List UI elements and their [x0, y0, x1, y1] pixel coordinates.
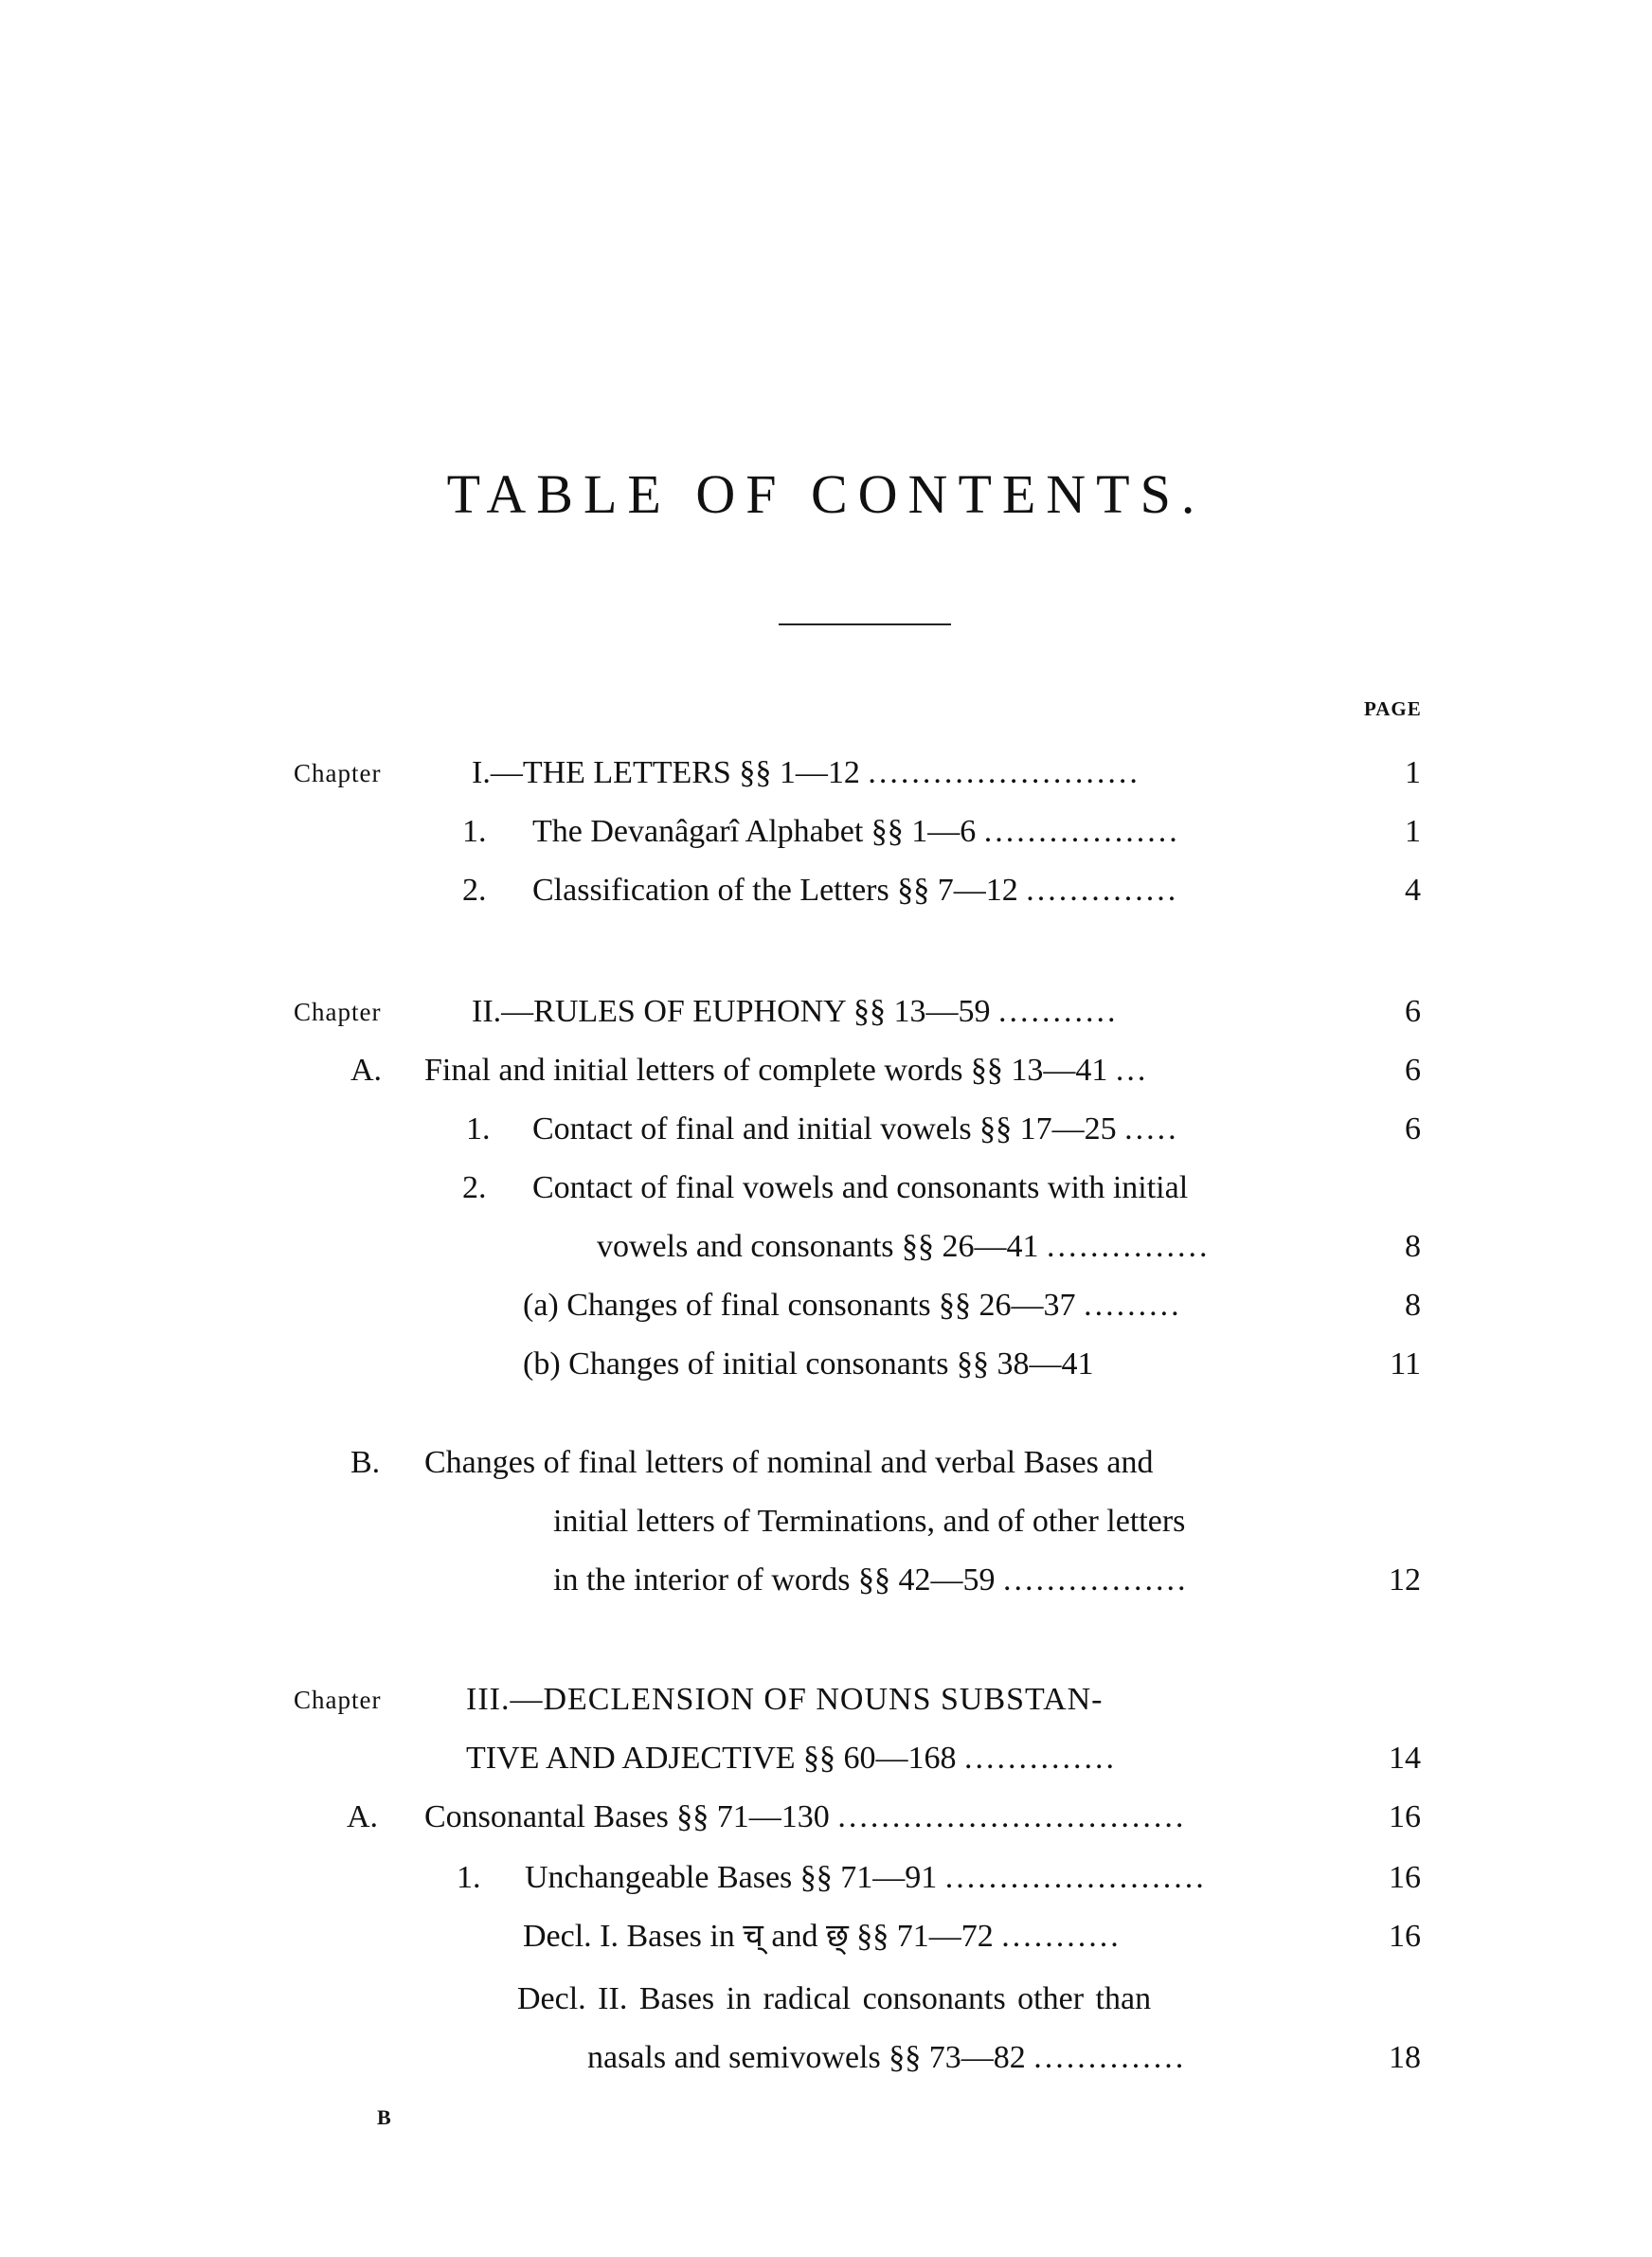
entry-text-continued: initial letters of Terminations, and of other letters [553, 1504, 1186, 1539]
entry-text: III.—DECLENSION OF NOUNS SUBSTAN- [466, 1682, 1104, 1717]
entry-label: (b) [523, 1346, 561, 1381]
entry-text: The Devanâgarî Alphabet §§ 1—6 [532, 814, 977, 849]
dot-leader: ................................ [837, 1799, 1187, 1834]
toc-entry-2-b[interactable] [350, 1440, 1336, 1486]
page-number: 6 [1405, 1053, 1421, 1088]
entry-label: A. [347, 1799, 379, 1834]
page-number: 12 [1389, 1562, 1421, 1598]
entry-text: Contact of final vowels and consonants with initial [532, 1170, 1189, 1205]
page-number: 6 [1405, 994, 1421, 1029]
dot-leader: ................. [1003, 1562, 1189, 1598]
toc-entry-1-1[interactable] [462, 809, 1334, 855]
toc-entry-chapter-1[interactable] [472, 750, 1334, 796]
dot-leader: ........... [997, 994, 1119, 1029]
entry-text-continued: in the interior of words §§ 42—59 [553, 1562, 996, 1598]
toc-entry-2-a[interactable] [350, 1048, 1336, 1093]
toc-entry-2-a-2[interactable] [462, 1165, 1334, 1211]
toc-entry-3-a[interactable] [347, 1795, 1336, 1840]
toc-entry-chapter-3[interactable] [466, 1677, 1338, 1723]
page-number: 18 [1389, 2040, 1421, 2075]
toc-entry-decl-2[interactable] [517, 1977, 1336, 2022]
dot-leader: .............. [964, 1741, 1118, 1776]
toc-entry-2-a-1[interactable] [466, 1107, 1338, 1152]
page-number: 1 [1405, 814, 1421, 849]
entry-text: Decl. I. Bases in च् and छ् §§ 71—72 [523, 1919, 994, 1954]
toc-entry-chapter-2[interactable] [472, 989, 1334, 1035]
entry-text: I.—THE LETTERS §§ 1—12 [472, 755, 860, 790]
page-number: 1 [1405, 755, 1421, 790]
entry-text: Changes of final consonants §§ 26—37 [566, 1288, 1076, 1323]
dot-leader: ............... [1047, 1229, 1211, 1264]
chapter-label: Chapter [294, 998, 382, 1026]
toc-entry-decl-1[interactable] [523, 1914, 1336, 1959]
entry-label: 1. [457, 1860, 481, 1895]
chapter-label: Chapter [294, 1686, 382, 1714]
toc-entry-2-b-continued-2[interactable] [553, 1558, 1336, 1603]
page-number: 4 [1405, 873, 1421, 908]
toc-entry-2-a-2-continued[interactable] [597, 1224, 1336, 1270]
entry-text-continued: nasals and semivowels §§ 73—82 [587, 2040, 1026, 2075]
entry-label: 1. [466, 1111, 491, 1147]
entry-text: Final and initial letters of complete words §§ 13—41 [424, 1053, 1108, 1088]
dot-leader: .............. [1033, 2040, 1187, 2075]
signature-mark: B [377, 2105, 391, 2129]
toc-entry-decl-2-continued[interactable] [587, 2035, 1336, 2081]
page-number: 8 [1405, 1229, 1421, 1264]
dot-leader: .............. [1026, 873, 1179, 908]
dot-leader: ........... [1001, 1919, 1122, 1954]
page-title: TABLE OF CONTENTS. [446, 463, 1206, 525]
dot-leader: ......... [1084, 1288, 1182, 1323]
page-number: 14 [1389, 1741, 1421, 1776]
entry-text-continued: vowels and consonants §§ 26—41 [597, 1229, 1039, 1264]
entry-text: Consonantal Bases §§ 71—130 [424, 1799, 830, 1834]
entry-text: II.—RULES OF EUPHONY §§ 13—59 [472, 994, 991, 1029]
dot-leader: ... [1115, 1053, 1149, 1088]
page-number: 16 [1389, 1919, 1421, 1954]
toc-entry-1-2[interactable] [462, 868, 1334, 913]
toc-entry-3-a-1[interactable] [457, 1855, 1336, 1901]
entry-text: Classification of the Letters §§ 7—12 [532, 873, 1018, 908]
dot-leader: .................. [983, 814, 1180, 849]
page-number: 6 [1405, 1111, 1421, 1147]
entry-text: Unchangeable Bases §§ 71—91 [525, 1860, 938, 1895]
title-rule [779, 623, 951, 625]
toc-entry-2-a-2-a[interactable] [523, 1283, 1338, 1328]
chapter-label: Chapter [294, 759, 382, 787]
toc-entry-2-a-2-b[interactable] [523, 1342, 1338, 1387]
entry-label: 2. [462, 873, 487, 908]
entry-text: Changes of final letters of nominal and verbal Bases and [424, 1445, 1154, 1480]
entry-label: A. [350, 1053, 383, 1088]
page-number: 16 [1389, 1799, 1421, 1834]
entry-text: Changes of initial consonants §§ 38—41 [568, 1346, 1094, 1381]
toc-entry-chapter-3-continued[interactable] [466, 1736, 1336, 1781]
entry-label: 2. [462, 1170, 487, 1205]
entry-label: (a) [523, 1288, 559, 1323]
page-number: 11 [1390, 1346, 1421, 1381]
dot-leader: ........................ [944, 1860, 1207, 1895]
entry-label: 1. [462, 814, 487, 849]
toc-entry-2-b-continued [553, 1499, 1339, 1544]
entry-label: B. [350, 1445, 381, 1480]
dot-leader: ..... [1124, 1111, 1179, 1147]
dot-leader: ......................... [868, 755, 1140, 790]
page-number: 8 [1405, 1288, 1421, 1323]
page-column-header: PAGE [1364, 697, 1422, 720]
entry-text: Decl. II. Bases in radical consonants other than [517, 1981, 1152, 2016]
page-number: 16 [1389, 1860, 1421, 1895]
entry-text-continued: TIVE AND ADJECTIVE §§ 60—168 [466, 1741, 957, 1776]
entry-text: Contact of final and initial vowels §§ 17—25 [532, 1111, 1117, 1147]
